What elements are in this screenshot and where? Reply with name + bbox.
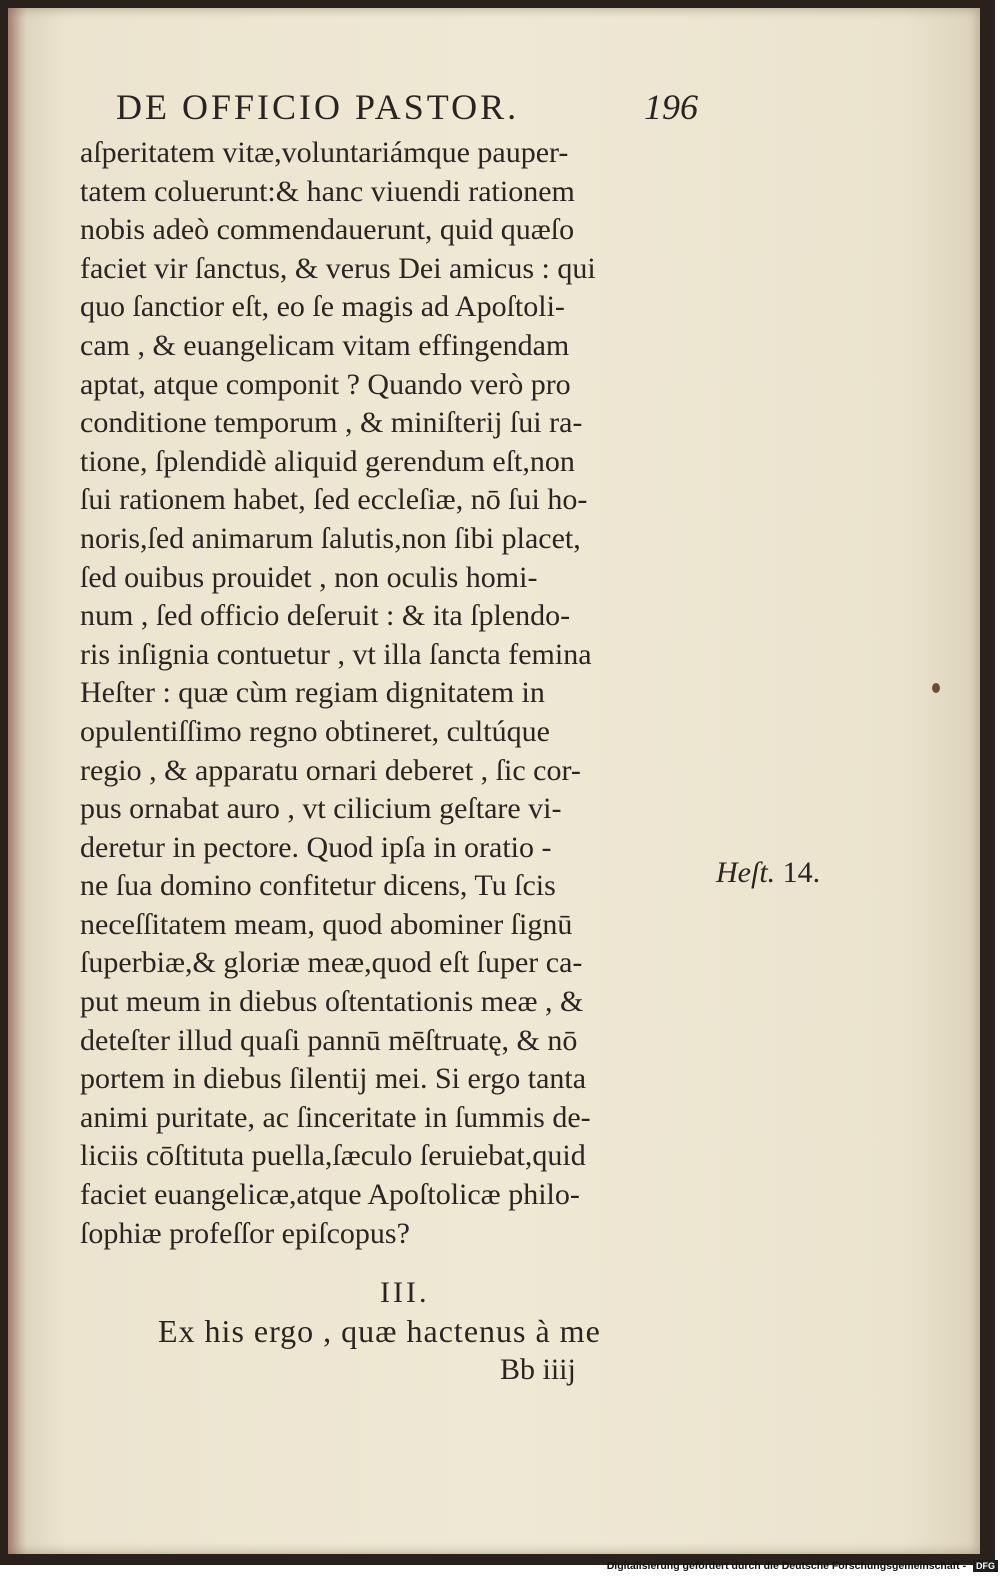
text-line: opulentiſſimo regno obtineret, cultúque — [80, 714, 550, 748]
text-line: deretur in pectore. Quod ipſa in oratio - — [80, 830, 552, 864]
text-line: aptat, atque componit ? Quando verò pro — [80, 367, 571, 401]
margin-note-book: Heſt. — [716, 856, 776, 889]
body-text — [80, 134, 720, 1253]
text-line: ſed ouibus prouidet , non oculis homi- — [80, 560, 538, 594]
page-header — [116, 86, 716, 136]
signature-mark: Bb iiij — [500, 1353, 576, 1386]
text-line: cam , & euangelicam vitam effingendam — [80, 328, 570, 362]
text-line: regio , & apparatu ornari deberet , ſic cor- — [80, 753, 581, 787]
text-line: conditione temporum , & miniſterij ſui ra- — [80, 406, 583, 440]
credit-text: Digitalisierung gefördert durch die Deutsche Forschungsgemeinschaft - — [606, 1560, 967, 1572]
text-line: faciet vir ſanctus, & verus Dei amicus : qui — [80, 251, 596, 285]
text-line: deteſter illud quaſi pannū mēſtruatę, & nō — [80, 1023, 578, 1057]
running-title: DE OFFICIO PASTOR. — [116, 87, 520, 127]
text-line: faciet euangelicæ,atque Apoſtolicæ philo- — [80, 1178, 580, 1212]
digitization-credit — [600, 1560, 998, 1578]
book-page — [8, 8, 980, 1554]
text-line: ſuperbiæ,& gloriæ meæ,quod eſt ſuper ca- — [80, 946, 583, 980]
text-line: put meum in diebus oſtentationis meæ , & — [80, 985, 584, 1019]
next-section-opening: Ex his ergo , quæ hactenus à me — [158, 1313, 601, 1349]
text-line: aſperitatem vitæ,voluntariámque pauper- — [80, 136, 569, 169]
text-line: pus ornabat auro , vt cilicium geſtare vi- — [80, 792, 562, 826]
text-line: Heſter : quæ cùm regiam dignitatem in — [80, 676, 545, 710]
text-line: ne ſua domino confitetur dicens, Tu ſcis — [80, 869, 556, 903]
text-line: ſophiæ profeſſor epiſcopus? — [80, 1216, 410, 1250]
text-line: num , ſed officio deſeruit : & ita ſplendo- — [80, 599, 571, 633]
text-line: tione, ſplendidè aliquid gerendum eſt,non — [80, 444, 575, 478]
text-line: noris,ſed animarum ſalutis,non ſibi placet, — [80, 521, 581, 555]
text-line: liciis cōſtituta puella,ſæculo ſeruiebat,quid — [80, 1139, 586, 1173]
text-line: tatem coluerunt:& hanc viuendi rationem — [80, 174, 575, 208]
ink-spot — [932, 683, 940, 693]
text-line: portem in diebus ſilentij mei. Si ergo tanta — [80, 1062, 587, 1096]
dfg-logo: DFG — [973, 1560, 998, 1572]
text-line: quo ſanctior eſt, eo ſe magis ad Apoſtoli- — [80, 290, 565, 324]
page-number: 196 — [644, 87, 698, 127]
section-number: III. — [380, 1276, 430, 1309]
margin-note-chapter: 14. — [782, 856, 821, 889]
margin-note — [716, 856, 820, 890]
text-line: ſui rationem habet, ſed eccleſiæ, nō ſui ho- — [80, 483, 588, 517]
text-line: animi puritate, ac ſinceritate in ſummis de- — [80, 1100, 591, 1134]
text-line: nobis adeò commendauerunt, quid quæſo — [80, 213, 575, 247]
text-line: ris inſignia contuetur , vt illa ſancta femina — [80, 637, 592, 671]
text-line: neceſſitatem meam, quod abominer ſignū — [80, 907, 573, 941]
